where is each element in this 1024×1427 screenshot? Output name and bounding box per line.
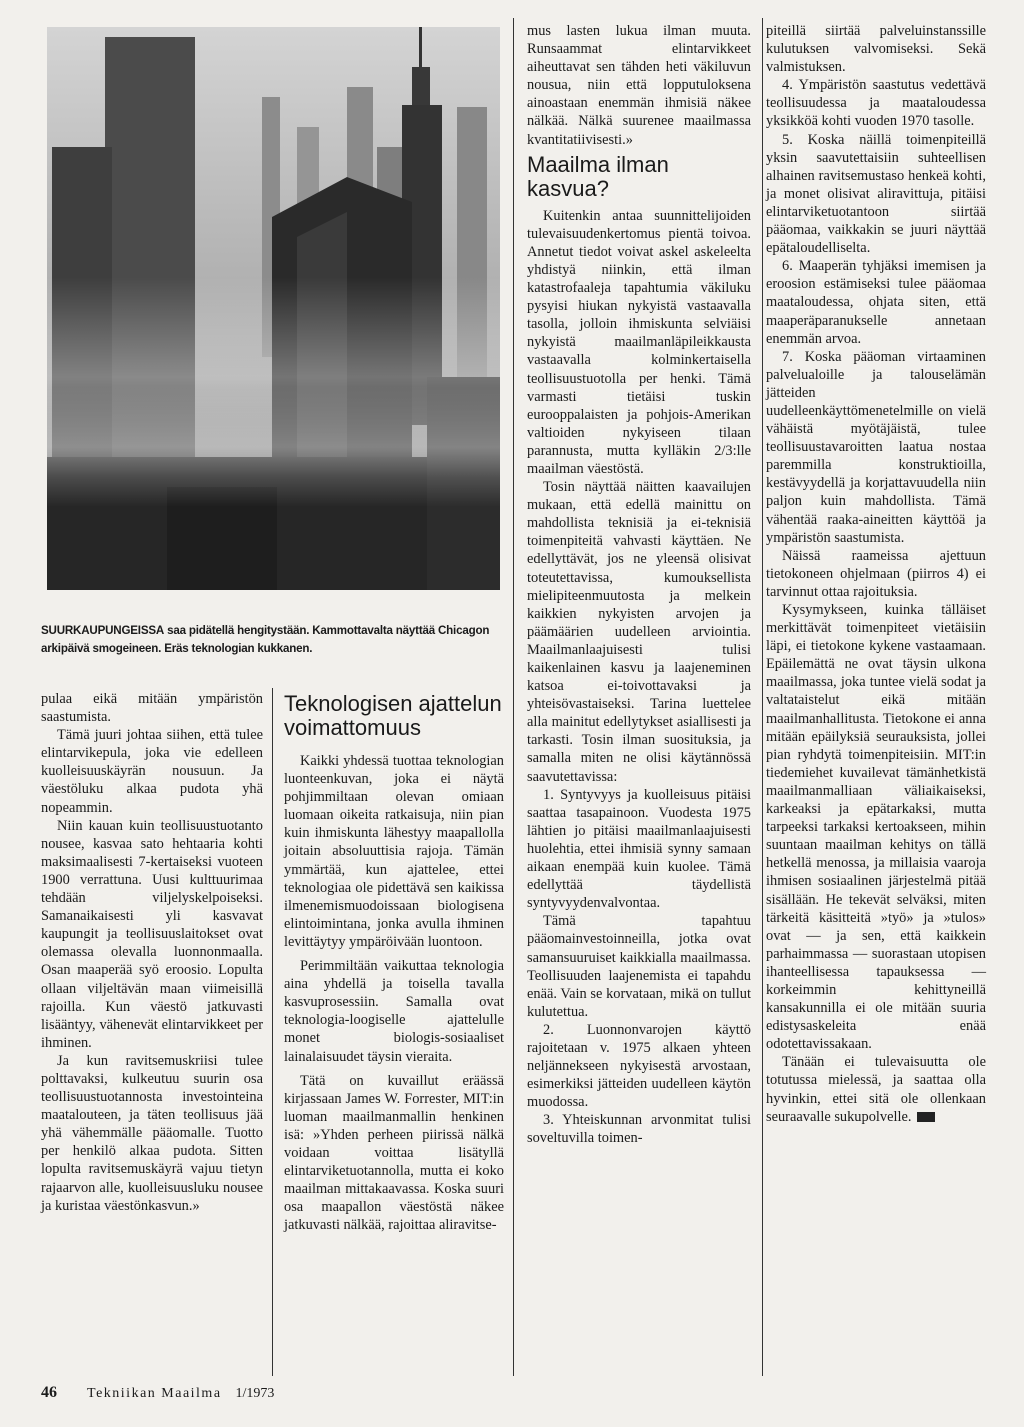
paragraph bbox=[766, 1053, 986, 1125]
paragraph: Perimmiltään vaikuttaa teknologia aina yhdellä ja toisella tavalla kasvuprosessiin. Samalla ovat teknologia-loogiselle ajattelulle monet biologis-sosiaaliset lainalaisuudet täysin vieraita. bbox=[284, 958, 504, 1065]
skyline-photo bbox=[47, 27, 500, 590]
paragraph: Tätä on kuvaillut eräässä kirjassaan James W. Forrester, MIT:in luoman maailmanmallin henkinen isä: »Yhden perheen piirissä nälkä voidaan voittaa lisätyllä elintarviketuotannolla, mutta ei koko maailman mittakaavassa. Koska suuri osa maapallon väestöstä näkee jatkuvasti nälkää, rajoittaa aliravitse- bbox=[284, 1072, 504, 1234]
paragraph: 2. Luonnonvarojen käyttö rajoitetaan v. 1975 alkaen yhteen neljännekseen nykyisestä arvostaan, esimerkiksi jätteiden uudelleen käytön muodossa. bbox=[527, 1021, 751, 1111]
photo-caption: SUURKAUPUNGEISSA saa pidätellä hengitystään. Kammottavalta näyttää Chicagon arkipäivä smogeineen. Eräs teknologian kukkanen. bbox=[41, 624, 490, 655]
paragraph: 7. Koska pääoman virtaaminen palvelualoille ja talouselämän jätteiden uudelleenkäyttömenetelmille on vielä vähäistä myötäjäistä, tulee teollisuustavaroitten laatua nostaa paremmilla konstruktioilla, kestävyydellä ja korjattavuudella niin paljon kuin mahdollista. Tämä vähentää raaka-aineitten käyttöä ja ympäristön saastumista. bbox=[766, 348, 986, 546]
paragraph: Niin kauan kuin teollisuustuotanto nousee, kasvaa sato hehtaaria kohti maksimaalisesti 7-kertaiseksi vuoteen 1900 verrattuna. Uusi kulttuurimaa tehdään viljelyskelpoiseksi. Samanaikaisesti yli kasvavat kaupungit ja teollisuuslaitokset ovat olemassa olevalla luonnonmaalla. Osan maaperää syö eroosio. Lopulta ollaan viljeltävän maan viimeisillä rajoilla. Kun väestö jatkuvasti lisääntyy, vähenevät elintarvikkeet per ihminen. bbox=[41, 817, 263, 1051]
issue-date: 1/1973 bbox=[235, 1386, 275, 1401]
column-1 bbox=[41, 690, 263, 1215]
paragraph: Tämä tapahtuu pääomainvestoinneilla, jotka ovat samansuuruiset kaikkialla maailmassa. Teollisuuden laajenemista ei tapahdu enää. Vain se korvataan, mikä on tullut kulutettua. bbox=[527, 913, 751, 1020]
paragraph: Ja kun ravitsemuskriisi tulee polttavaksi, kulkeutuu suurin osa teollisuustuotannosta investointeina maatalouteen, ja täten teollisuus jää yhä vähemmälle pääomalle. Tuotto per henkilö alkaa pudota. Sitten lopulta ravitsemuskäyrä vajuu tietyn rajaarvon alle, kuolleisuusluku nousee ja kuristaa väestönkasvun.» bbox=[41, 1052, 263, 1214]
closing-text: Tänään ei tulevaisuutta ole totutussa mielessä, ja saattaa olla hyvinkin, ettei sitä ole ollenkaan seuraavalle sukupolvelle. bbox=[766, 1054, 986, 1125]
paragraph: Tosin näyttää näitten kaavailujen mukaan, että edellä mainittu on mahdollista teknisiä ja ei-teknisiä toimenpiteitä vahvasti käyttäen. Ne edellyttävät, jos ne yleensä olisivat toteutettavissa, kumouksellista mielipiteenmuutosta ja melkein kaikkien nykyisten arvojen ja päämäärien uudelleen arviointia. Maailmanlaajuisesti tulisi kaikenlainen kasvu ja laajeneminen katsoa ei-toivottavaksi ja yhteisövastaiseksi. Tarina luettelee alla mainitut edellytykset asiallisesti ja tarkasti. Tosin ilman suosituksia, ja samalla miten ne olisi käytännössä saavutettavissa: bbox=[527, 479, 751, 785]
page-footer bbox=[41, 1384, 274, 1402]
paragraph: 5. Koska näillä toimenpiteillä yksin saavutettaisiin suhteellisen alhainen ravitsemustaso henkeä kohti, ja monet olisivat aliravittuja, pitäisi elintarviketuotantoon siirtää pääomaa, vaikkakin se juuri näyttää epätaloudelliselta. bbox=[766, 131, 986, 257]
column-rule bbox=[513, 18, 514, 1376]
paragraph: Tämä juuri johtaa siihen, että tulee elintarvikepula, joka vie edelleen kuolleisuuskäyrän nousuun. Ja väestöluku alkaa pudota yhä nopeammin. bbox=[41, 727, 263, 816]
smog-skyline-illustration bbox=[47, 27, 500, 590]
column-rule bbox=[272, 688, 273, 1376]
magazine-name: Tekniikan Maailma bbox=[87, 1386, 222, 1401]
column-rule bbox=[762, 18, 763, 1376]
page-number: 46 bbox=[41, 1384, 57, 1401]
section-heading: Maailma ilman kasvua? bbox=[527, 151, 669, 201]
paragraph: 6. Maaperän tyhjäksi imemisen ja eroosion estämiseksi tulee pääomaa maataloudessa, ohjata siten, että maaperäparanukselle annetaan enemmän arvoa. bbox=[766, 258, 986, 347]
paragraph: 1. Syntyvyys ja kuolleisuus pitäisi saattaa tasapainoon. Vuodesta 1975 lähtien jo pitäisi maailmanlaajuisesti huolehtia, ettei ihmisiä synny samaan aikaan enempää kuin kuolee. Tämä edellyttää täydellistä syntyvyydenvalvontaa. bbox=[527, 786, 751, 912]
paragraph: 4. Ympäristön saastutus vedettävä teollisuudessa ja maataloudessa yksikköä kohti vuoden 1970 tasolle. bbox=[766, 77, 986, 130]
paragraph: Näissä raameissa ajettuun tietokoneen ohjelmaan (piirros 4) ei tarvinnut ottaa rajoituksia. bbox=[766, 547, 986, 600]
paragraph: pulaa eikä mitään ympäristön saastumista. bbox=[41, 691, 263, 726]
paragraph: Kuitenkin antaa suunnittelijoiden tulevaisuudenkertomus pientä toivoa. Annetut tiedot voivat askel askeleelta yhdistyä niinkin, että ilman katastrofaaleja tapahtumia väkiluku pysyisi hiukan nykyistä vastaavalla tasolla, jolloin ihmiskunta selviäisi nykyistä maailmanläpileikkausta vastaavalla kolminkertaisella teollisuustuotolla per henki. Tämä varmasti tietäisi tuskin eurooppalaisten ja pohjois-Amerikan valtioiden nykyiseen tilaan parannusta, mutta kylläkin 2/3:lle maailman väestöstä. bbox=[527, 207, 751, 477]
paragraph: Kysymykseen, kuinka tälläiset merkittävät toimenpiteet vietäisiin läpi, ei tietokone kykene vastaamaan. Epäilemättä ne ovat täysin ulkona maailmassa, joka tuntee vielä sodat ja valtataistelut eikä mitään maailmanhallitusta. Tietokone ei anna mitään epäilyksiä seurauksista, jollei pian ryhdytä toimenpiteisiin. MIT:in tiedemiehet kuvailevat tämänhetkistä maailmanmalliaan väliaikaiseksi, karkeaksi ja epätarkaksi, mutta tarpeeksi tarkaksi kertoakseen, mihin suuntaan maailman kehitys on tällä hetkellä menossa, ja millaisia vaaroja ihmisen sosiaalinen järjestelmä pitää sisällään. He tekevät selväksi, miten tärkeitä käsitteitä »työ» ja »tulos» ovat — ja sen, että kaikkein parhaimmassa — suorastaan utopisen ihanteellisessa tapauksessa — korkeimmin kehittyneillä kansakunnilla ei ole mitään suuria edistysaskeleita enää odotettavissakaan. bbox=[766, 602, 986, 1053]
column-2 bbox=[284, 688, 504, 1234]
paragraph: piteillä siirtää palveluinstanssille kulutuksen valvomiseksi. Sekä valmistuksen. bbox=[766, 23, 986, 76]
end-mark-icon bbox=[917, 1112, 935, 1122]
paragraph: mus lasten lukua ilman muuta. Runsaammat elintarvikkeet aiheuttavat sen tähden heti väkiluvun nousua, niin että lopputuloksena ainoastaan enemmän ihmisiä näkee nälkää. Nälkä suurenee maailmassa kvantitatiivisesti.» bbox=[527, 23, 751, 148]
paragraph: 3. Yhteiskunnan arvonmitat tulisi soveltuvilla toimen- bbox=[527, 1112, 751, 1147]
column-4 bbox=[766, 22, 986, 1126]
paragraph: Kaikki yhdessä tuottaa teknologian luonteenkuvan, joka ei näytä pohjimmiltaan olevan omiaan luomaan oikeita ratkaisuja, niin pian kuin ihmiskunta lähestyy maapallolla joitain absoluuttisia rajoja. Tämän ymmärtää, kun ajattelee, ettei teknologiaa ole pidettävä sen kaikissa ilmenemismuodoissaan biologisena elintoimintana, jonka avulla ihminen levittäytyy ympäröivään luontoon. bbox=[284, 753, 504, 950]
column-3 bbox=[527, 22, 751, 1148]
section-heading: Teknologisen ajattelun voimattomuus bbox=[284, 691, 502, 740]
